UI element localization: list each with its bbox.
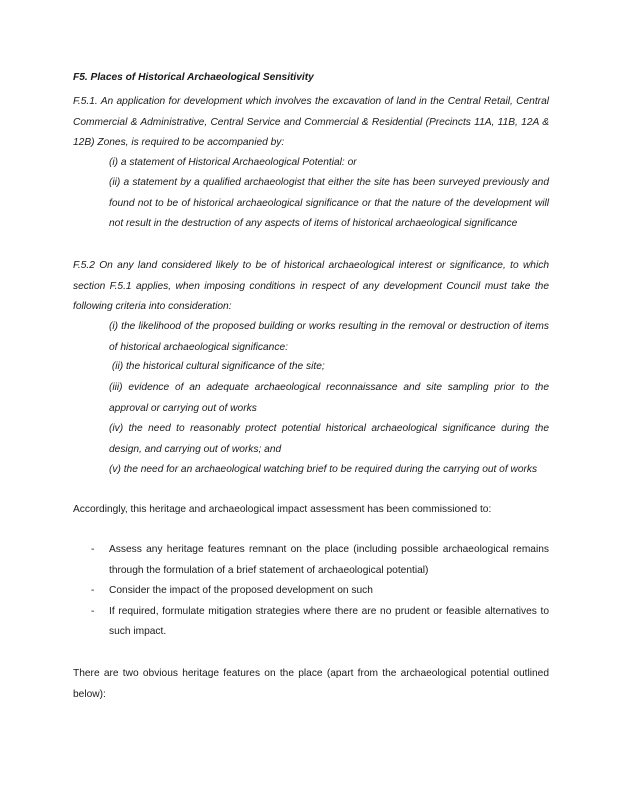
bullet-dash: - (91, 585, 95, 596)
f52-item-3: (iii) evidence of an adequate archaeological reconnaissance and site sampling prior to the approval or carrying out of works (109, 382, 549, 414)
section-heading: F5. Places of Historical Archaeological Sensitivity (73, 72, 314, 83)
bullet-text: Assess any heritage features remnant on the place (including possible archaeological remains through the formulation of a brief statement of archaeological potential) (109, 544, 549, 576)
bullet-text: If required, formulate mitigation strategies where there are no prudent or feasible alternatives to such impact. (109, 605, 549, 637)
bullet-dash: - (91, 605, 95, 617)
list-item (73, 581, 549, 602)
f52-item-1: (i) the likelihood of the proposed building or works resulting in the removal or destruction of items of historical archaeological significance: (109, 321, 549, 353)
f52-item-2: (ii) the historical cultural significance of the site; (109, 361, 325, 372)
f51-item-1: (i) a statement of Historical Archaeological Potential: or (109, 157, 357, 168)
list-item (73, 602, 549, 643)
bullet-text: Consider the impact of the proposed development on such (109, 585, 373, 596)
closing-paragraph: There are two obvious heritage features on the place (apart from the archaeological potential outlined below): (73, 668, 549, 700)
f52-item-4: (iv) the need to reasonably protect potential historical archaeological significance during the design, and carrying out of works; and (109, 423, 549, 455)
bullet-dash: - (91, 544, 95, 555)
clause-f51: F.5.1. An application for development which involves the excavation of land in the Central Retail, Central Commercial & Administrative, Central Service and Commercial & Residential (Precincts 11A, 11B, 12A & 12B) Zones, is required to be accompanied by: (73, 96, 549, 148)
bullet-list (73, 540, 549, 643)
clause-f52: F.5.2 On any land considered likely to be of historical archaeological interest or significance, to which section F.5.1 applies, when imposing conditions in respect of any development Council must take the following criteria into consideration: (73, 260, 549, 312)
f52-item-5: (v) the need for an archaeological watching brief to be required during the carrying out of works (109, 464, 538, 475)
list-item (73, 540, 549, 581)
f51-item-2: (ii) a statement by a qualified archaeologist that either the site has been surveyed previously and found not to be of historical archaeological significance or that the nature of the development will not result in the destruction of any aspects of items of historical archaeological significance (109, 177, 549, 229)
accordingly-paragraph: Accordingly, this heritage and archaeological impact assessment has been commissioned to: (73, 504, 492, 515)
